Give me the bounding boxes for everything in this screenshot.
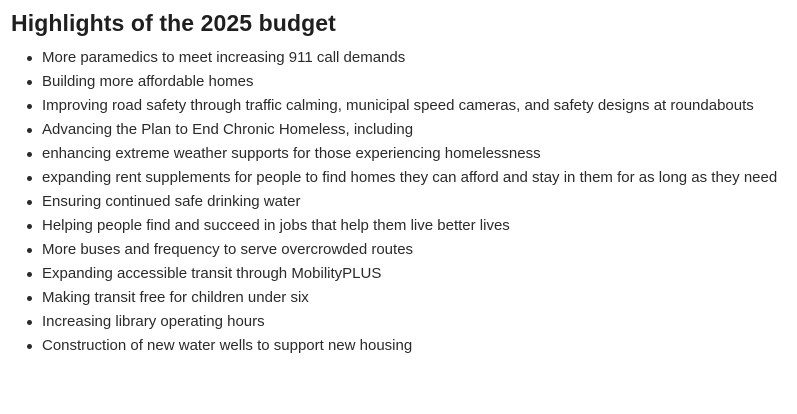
highlights-list	[11, 46, 787, 358]
list-item	[11, 118, 787, 142]
bullet-icon	[27, 296, 32, 301]
list-item-text: Expanding accessible transit through MobilityPLUS	[42, 265, 382, 282]
list-item-text: Ensuring continued safe drinking water	[42, 193, 301, 210]
list-item	[11, 238, 787, 262]
bullet-icon	[27, 56, 32, 61]
list-item-text: Advancing the Plan to End Chronic Homeless, including	[42, 121, 414, 138]
list-item	[11, 70, 787, 94]
list-item	[11, 214, 787, 238]
list-item-text: More buses and frequency to serve overcrowded routes	[42, 241, 414, 258]
list-item	[11, 46, 787, 70]
bullet-icon	[27, 152, 32, 157]
bullet-icon	[27, 128, 32, 133]
list-item	[11, 262, 787, 286]
list-item-text: enhancing extreme weather supports for those experiencing homelessness	[42, 145, 541, 162]
list-item-text: expanding rent supplements for people to find homes they can afford and stay in them for as long as they need	[42, 169, 778, 186]
bullet-icon	[27, 104, 32, 109]
list-item-text: More paramedics to meet increasing 911 call demands	[42, 49, 406, 66]
list-item	[11, 166, 787, 190]
list-item	[11, 94, 787, 118]
bullet-icon	[27, 200, 32, 205]
list-item	[11, 334, 787, 358]
list-item-text: Helping people find and succeed in jobs that help them live better lives	[42, 217, 510, 234]
list-item-text: Making transit free for children under six	[42, 289, 309, 306]
list-item-text: Improving road safety through traffic calming, municipal speed cameras, and safety designs at roundabouts	[42, 97, 754, 114]
bullet-icon	[27, 224, 32, 229]
bullet-icon	[27, 176, 32, 181]
list-item	[11, 286, 787, 310]
list-item	[11, 190, 787, 214]
list-item-text: Construction of new water wells to support new housing	[42, 337, 413, 354]
bullet-icon	[27, 344, 32, 349]
bullet-icon	[27, 248, 32, 253]
list-item	[11, 142, 787, 166]
list-item-text: Increasing library operating hours	[42, 313, 265, 330]
bullet-icon	[27, 272, 32, 277]
bullet-icon	[27, 320, 32, 325]
section-heading: Highlights of the 2025 budget	[11, 10, 336, 36]
list-item-text: Building more affordable homes	[42, 73, 254, 90]
bullet-icon	[27, 80, 32, 85]
list-item	[11, 310, 787, 334]
